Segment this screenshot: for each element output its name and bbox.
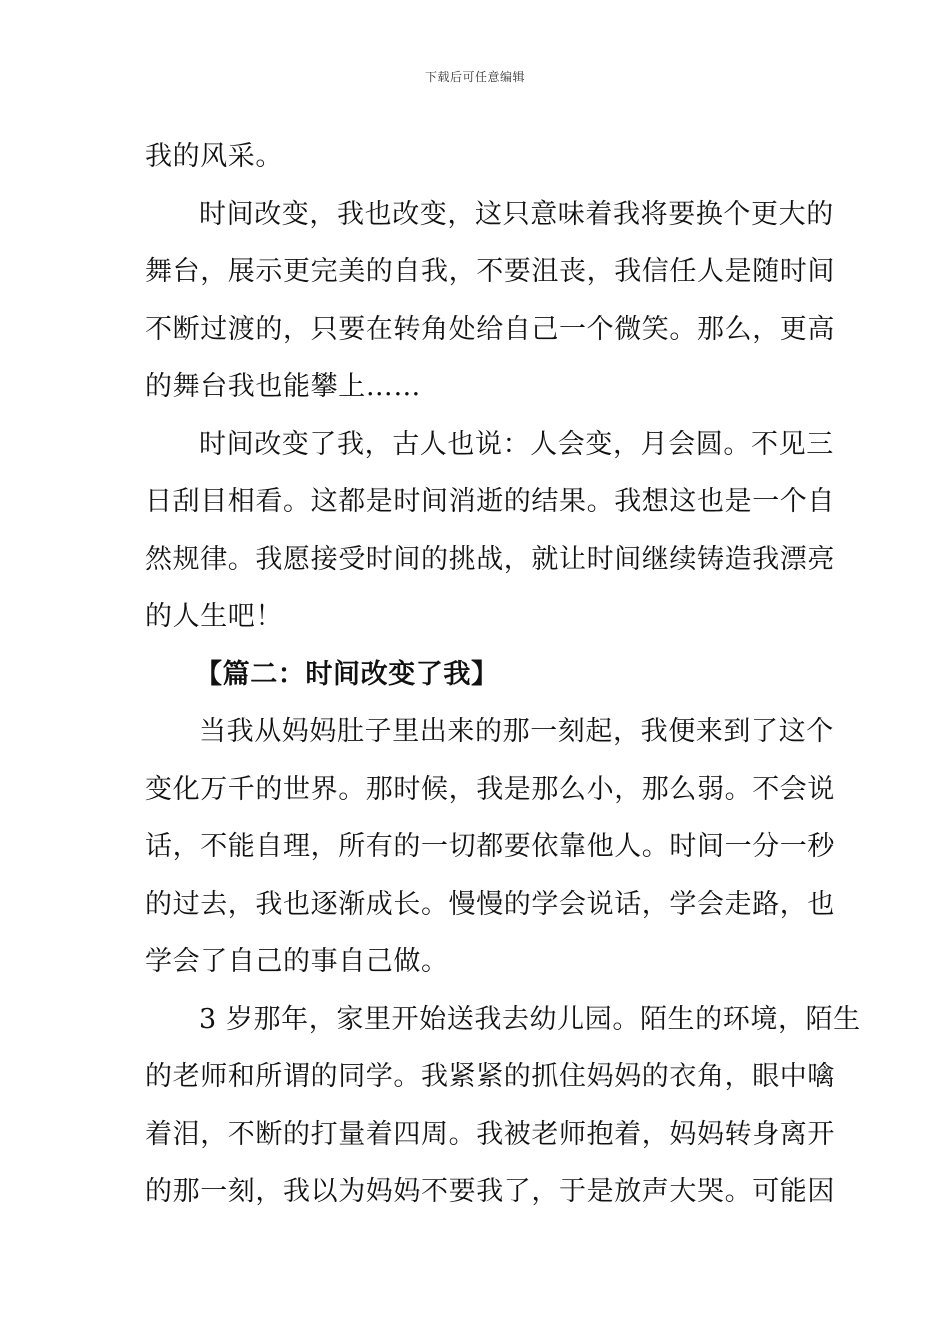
- paragraph-start-line: 时间改变，我也改变，这只意味着我将要换个更大的: [199, 198, 834, 230]
- text-line: 我的风采。: [145, 141, 283, 172]
- paragraph-start-line: 3 岁那年，家里开始送我去幼儿园。陌生的环境，陌生: [199, 1003, 861, 1035]
- text-line: 着泪，不断的打量着四周。我被老师抱着，妈妈转身离开: [145, 1118, 835, 1150]
- text-line: 的人生吧！: [145, 601, 283, 632]
- text-line: 话，不能自理，所有的一切都要依靠他人。时间一分一秒: [145, 831, 835, 862]
- section-heading: 【篇二：时间改变了我】: [195, 658, 499, 690]
- document-body: [145, 128, 861, 1221]
- text-line: 舞台，展示更完美的自我，不要沮丧，我信任人是随时间: [145, 256, 835, 287]
- text-line: 的过去，我也逐渐成长。慢慢的学会说话，学会走路，也: [145, 888, 835, 920]
- text-line: 学会了自己的事自己做。: [145, 946, 449, 977]
- paragraph-start-line: 当我从妈妈肚子里出来的那一刻起，我便来到了这个: [199, 716, 834, 747]
- text-line: 的老师和所谓的同学。我紧紧的抓住妈妈的衣角，眼中噙: [145, 1061, 835, 1092]
- text-line: 的舞台我也能攀上……: [145, 371, 421, 402]
- paragraph-start-line: 时间改变了我，古人也说：人会变，月会圆。不见三: [199, 428, 834, 460]
- text-line: 然规律。我愿接受时间的挑战，就让时间继续铸造我漂亮: [145, 543, 835, 575]
- text-line: 不断过渡的，只要在转角处给自己一个微笑。那么，更高: [145, 313, 835, 345]
- page-header-note: 下载后可任意编辑: [424, 70, 525, 84]
- text-line: 的那一刻，我以为妈妈不要我了，于是放声大哭。可能因: [145, 1176, 835, 1207]
- text-line: 变化万千的世界。那时候，我是那么小，那么弱。不会说: [145, 773, 835, 805]
- text-line: 日刮目相看。这都是时间消逝的结果。我想这也是一个自: [145, 486, 835, 517]
